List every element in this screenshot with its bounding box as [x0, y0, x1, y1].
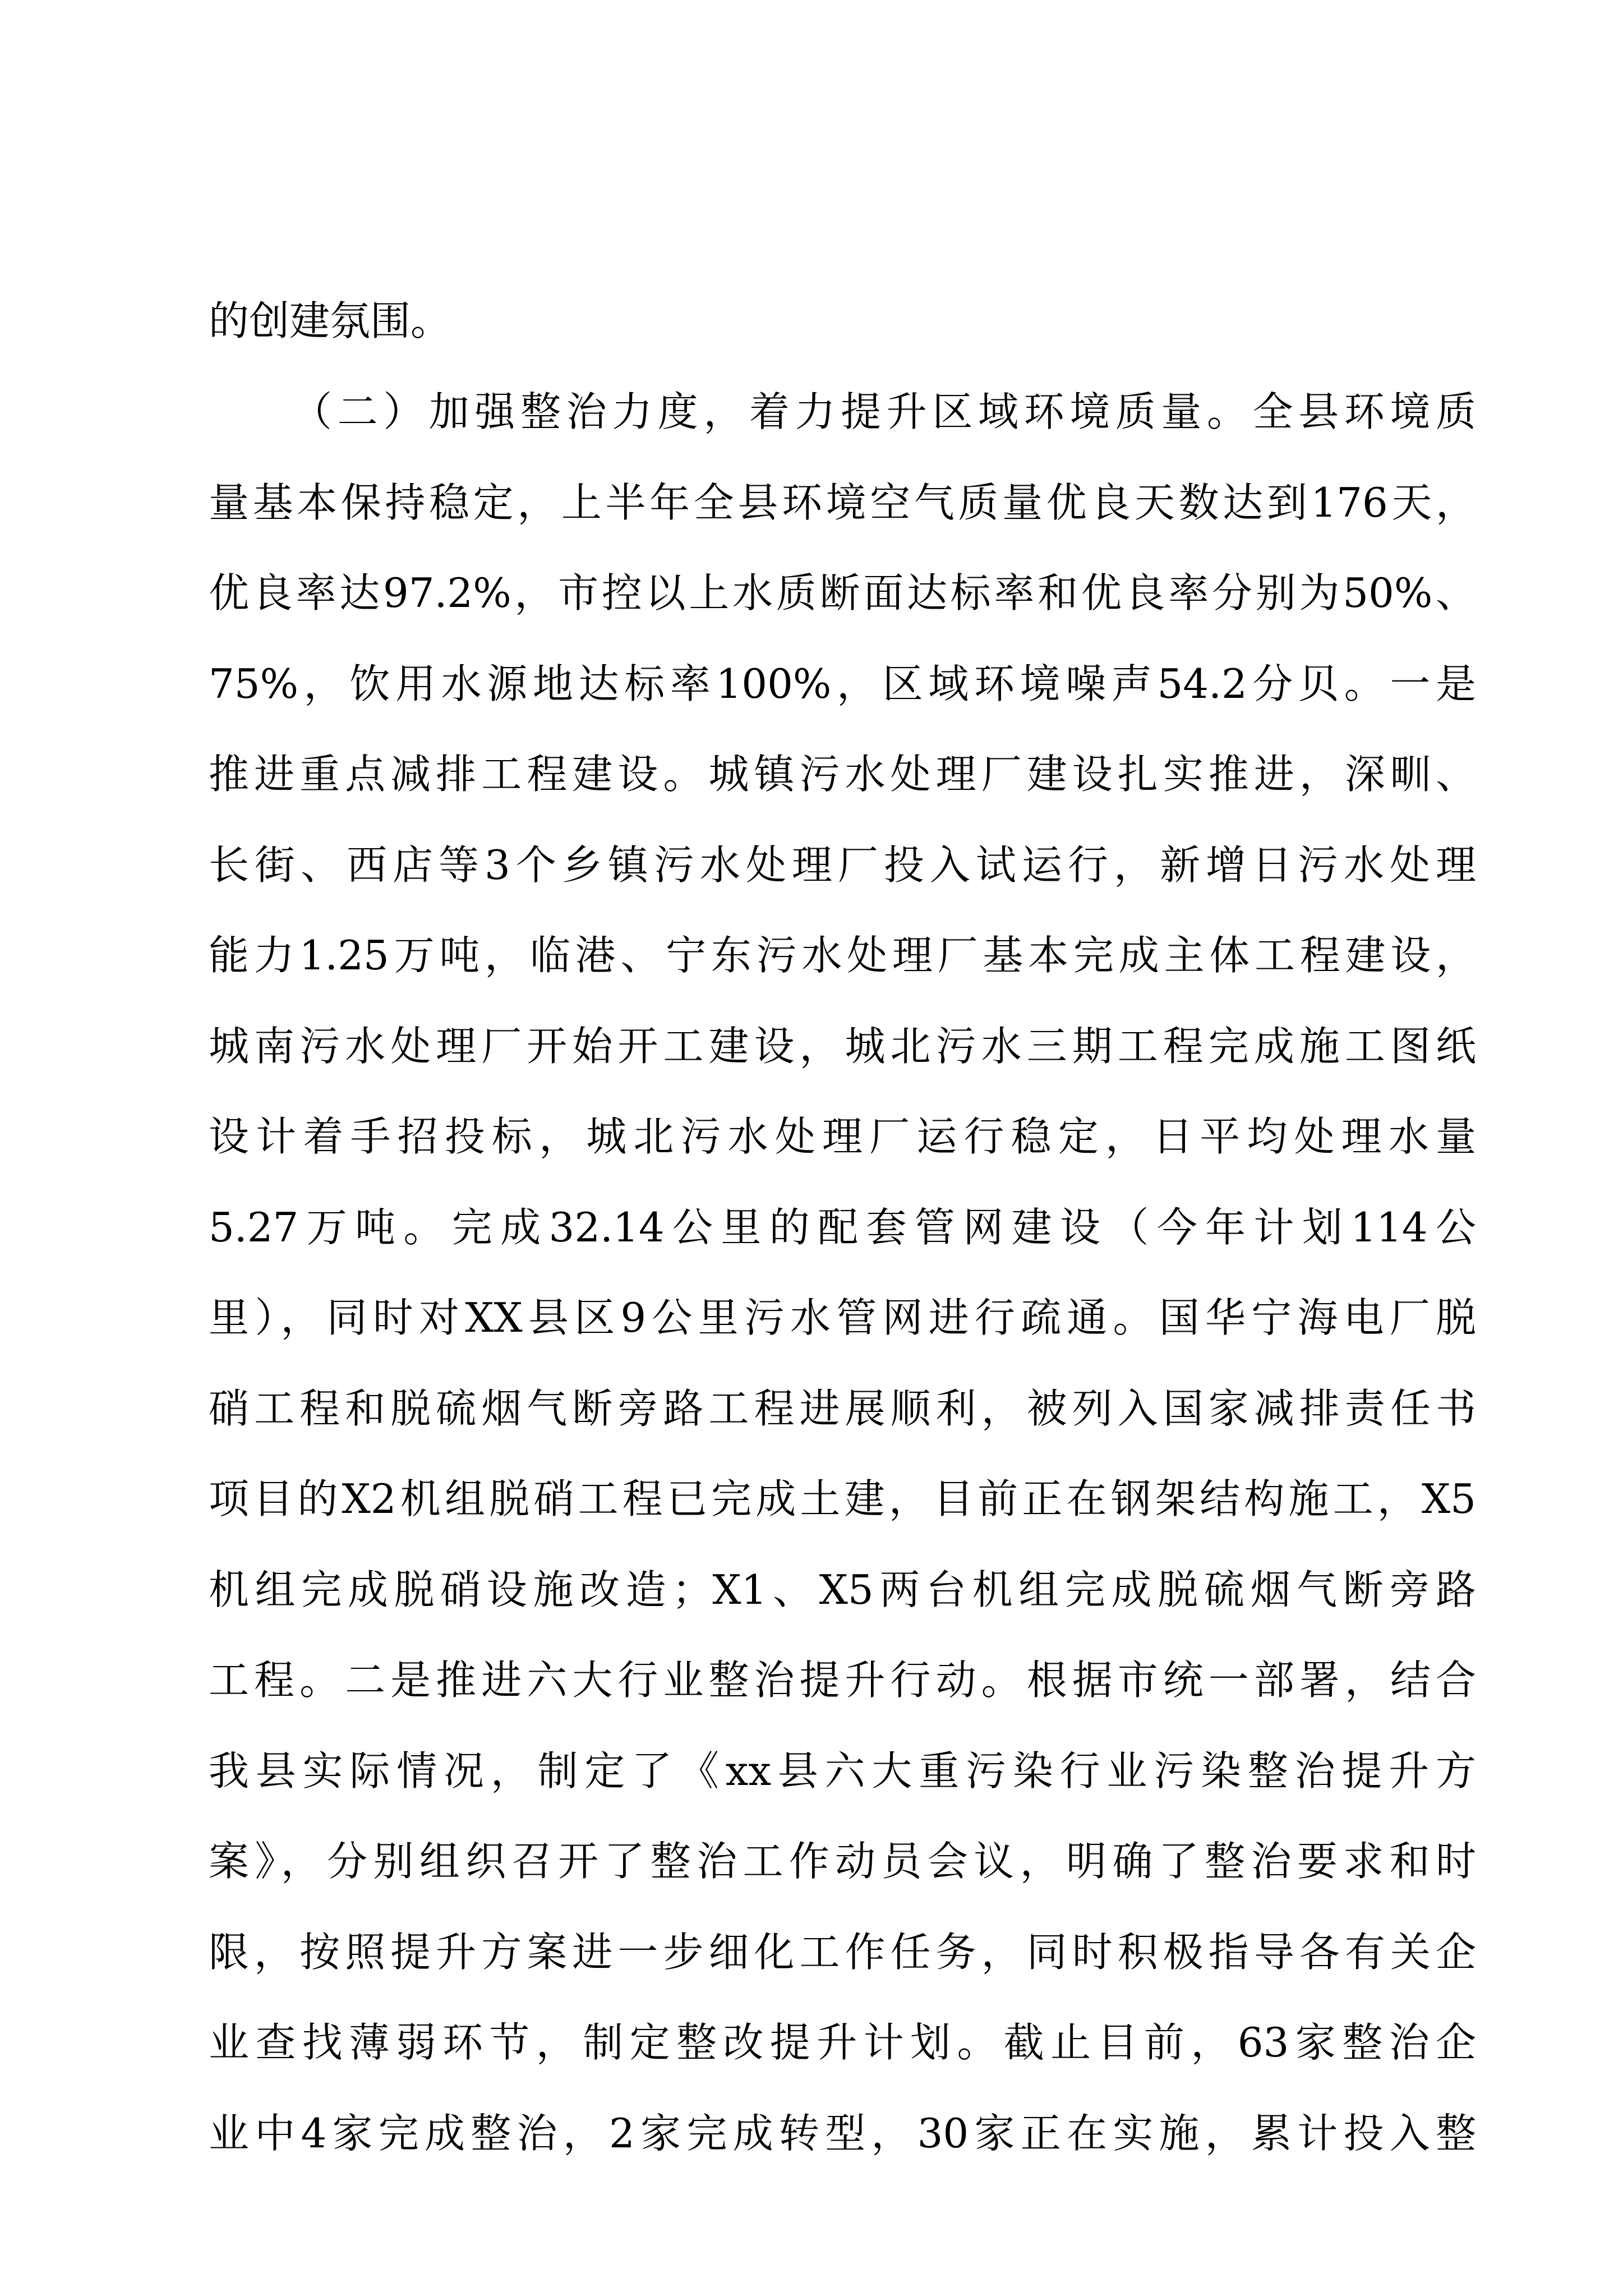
- text-line: 业查找薄弱环节，制定整改提升计划。截止目前，63家整治企: [209, 2019, 1476, 2066]
- section-heading-line: （二）加强整治力度，着力提升区域环境质量。全县环境质: [292, 388, 1476, 435]
- text-line: 硝工程和脱硫烟气断旁路工程进展顺利，被列入国家减排责任书: [209, 1385, 1476, 1432]
- text-line: 业中4家完成整治，2家完成转型，30家正在实施，累计投入整: [209, 2110, 1476, 2157]
- text-line: 量基本保持稳定，上半年全县环境空气质量优良天数达到176天，: [209, 479, 1476, 526]
- text-line: 里），同时对XX县区9公里污水管网进行疏通。国华宁海电厂脱: [209, 1294, 1476, 1341]
- text-line: 设计着手招投标，城北污水处理厂运行稳定，日平均处理水量: [209, 1113, 1476, 1160]
- text-line: 的创建氛围。: [209, 297, 451, 344]
- text-line: 我县实际情况，制定了《xx县六大重污染行业污染整治提升方: [209, 1747, 1476, 1795]
- text-line: 75%，饮用水源地达标率100%，区域环境噪声54.2分贝。一是: [209, 660, 1476, 707]
- text-line: 工程。二是推进六大行业整治提升行动。根据市统一部署，结合: [209, 1657, 1476, 1704]
- text-line: 5.27万吨。完成32.14公里的配套管网建设（今年计划114公: [209, 1204, 1476, 1251]
- text-line: 案》，分别组织召开了整治工作动员会议，明确了整治要求和时: [209, 1838, 1476, 1885]
- text-line: 能力1.25万吨，临港、宁东污水处理厂基本完成主体工程建设，: [209, 932, 1476, 979]
- text-line: 推进重点减排工程建设。城镇污水处理厂建设扎实推进，深甽、: [209, 751, 1476, 798]
- text-line: 优良率达97.2%，市控以上水质断面达标率和优良率分别为50%、: [209, 569, 1476, 616]
- text-line: 项目的X2机组脱硝工程已完成土建，目前正在钢架结构施工，X5: [209, 1475, 1476, 1522]
- text-line: 长街、西店等3个乡镇污水处理厂投入试运行，新增日污水处理: [209, 841, 1476, 889]
- text-line: 限，按照提升方案进一步细化工作任务，同时积极指导各有关企: [209, 1929, 1476, 1976]
- text-line: 机组完成脱硝设施改造；X1、X5两台机组完成脱硫烟气断旁路: [209, 1566, 1476, 1613]
- text-line: 城南污水处理厂开始开工建设，城北污水三期工程完成施工图纸: [209, 1023, 1476, 1070]
